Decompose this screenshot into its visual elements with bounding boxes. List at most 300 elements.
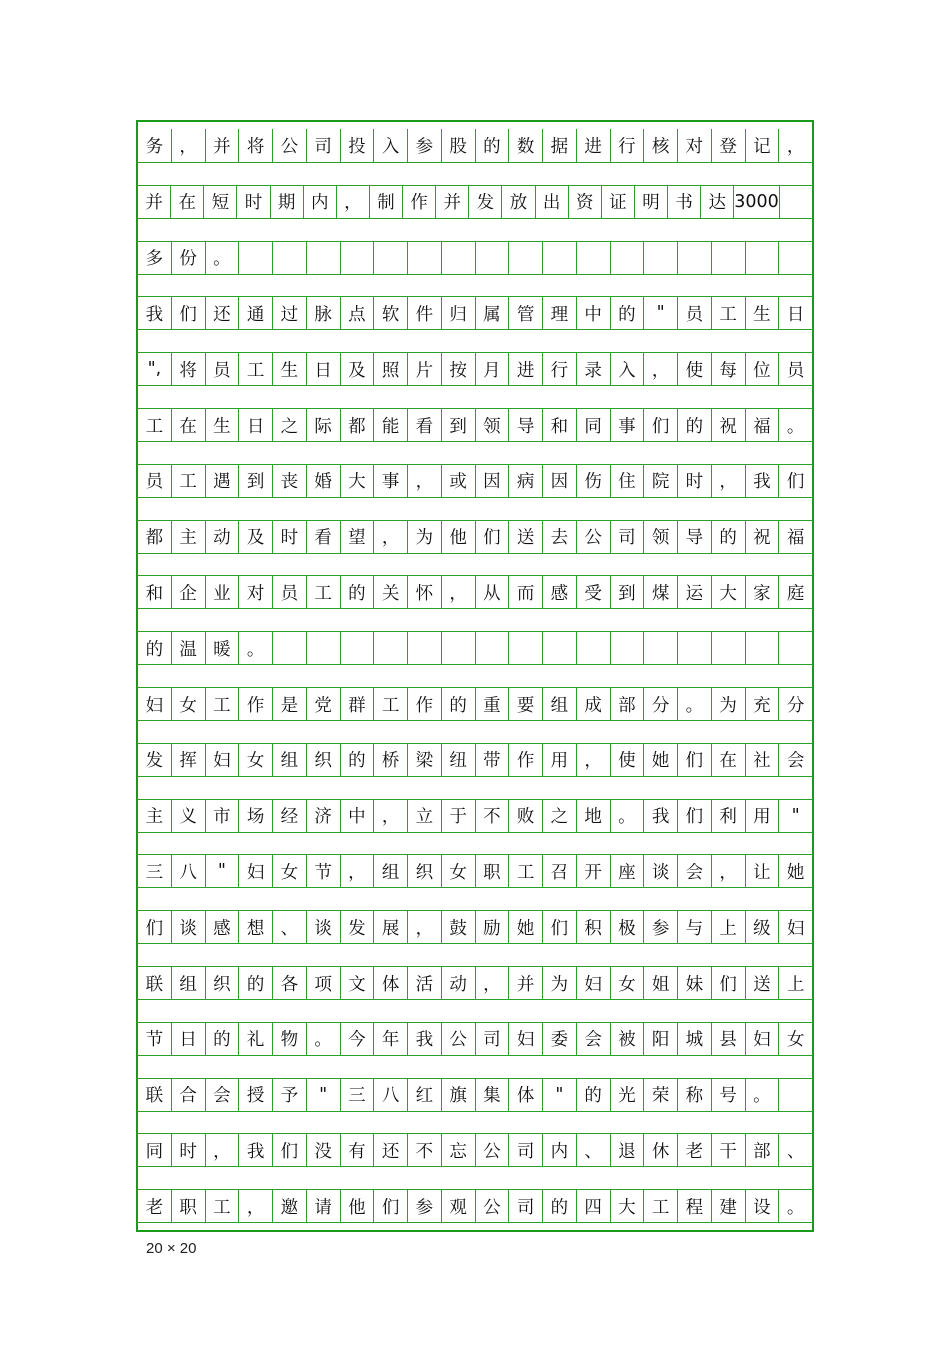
grid-cell: 妇: [746, 1023, 780, 1055]
grid-cell: 导: [678, 521, 712, 553]
grid-cell: 我: [644, 800, 678, 832]
grid-cell: 予: [273, 1079, 307, 1111]
grid-cell: 的: [341, 576, 375, 608]
grid-cell: 在: [171, 186, 204, 218]
grid-cell: 并: [138, 186, 171, 218]
grid-cell: 送: [746, 967, 780, 999]
grid-cell: 投: [341, 129, 375, 162]
grid-cell: 行: [611, 129, 645, 162]
grid-cell: 。: [746, 1079, 780, 1111]
grid-cell: 号: [712, 1079, 746, 1111]
grid-cell: 运: [678, 576, 712, 608]
grid-row: [138, 352, 812, 386]
grid-cell: 组: [543, 688, 577, 720]
grid-cell: 工: [307, 576, 341, 608]
grid-cell: 看: [408, 409, 442, 441]
grid-cell: 不: [476, 800, 510, 832]
grid-cell: 们: [678, 800, 712, 832]
grid-cell: 济: [307, 800, 341, 832]
grid-cell: 工: [239, 353, 273, 385]
grid-cell: 明: [635, 186, 668, 218]
grid-cell: 被: [611, 1023, 645, 1055]
grid-cell: 妇: [138, 688, 172, 720]
grid-cell: 的: [476, 129, 510, 162]
grid-row: [138, 185, 812, 219]
grid-cell: 怀: [408, 576, 442, 608]
grid-cell: [509, 242, 543, 274]
grid-cell: 祝: [746, 521, 780, 553]
grid-cell: 。: [206, 242, 240, 274]
grid-cell: 党: [307, 688, 341, 720]
grid-cell: [712, 632, 746, 664]
grid-cell: 进: [577, 129, 611, 162]
grid-cell: 和: [543, 409, 577, 441]
grid-cell: 件: [408, 297, 442, 329]
grid-cell: 市: [206, 800, 240, 832]
grid-cell: 鼓: [442, 911, 476, 943]
grid-cell: 而: [509, 576, 543, 608]
grid-cell: 三: [138, 855, 172, 887]
grid-cell: 联: [138, 967, 172, 999]
grid-cell: 到: [239, 465, 273, 497]
grid-cell: 福: [786, 528, 805, 549]
grid-cell: 婚: [307, 465, 341, 497]
grid-cell: 请: [307, 1190, 341, 1222]
grid-cell: 公: [442, 1023, 476, 1055]
grid-cell: 们: [476, 521, 510, 553]
grid-cell: 内: [543, 1134, 577, 1166]
grid-cell: 录: [577, 353, 611, 385]
grid-cell: 、: [786, 1141, 805, 1162]
grid-cell: 我: [408, 1023, 442, 1055]
grid-row: [138, 1133, 812, 1167]
grid-cell: 联: [138, 1079, 172, 1111]
grid-cell: 丧: [273, 465, 307, 497]
grid-cell: 于: [442, 800, 476, 832]
grid-cell: [273, 632, 307, 664]
grid-cell: 并: [509, 967, 543, 999]
grid-cell: 出: [536, 186, 569, 218]
grid-cell: [509, 632, 543, 664]
grid-cell: 暖: [206, 632, 240, 664]
grid-cell: 纽: [442, 744, 476, 776]
grid-row: [138, 408, 812, 442]
grid-cell: [341, 632, 375, 664]
grid-cell: 女: [239, 744, 273, 776]
grid-row: [138, 743, 812, 777]
grid-cell: 部: [611, 688, 645, 720]
grid-cell: 能: [374, 409, 408, 441]
grid-cell: 作: [403, 186, 436, 218]
grid-cell: 成: [577, 688, 611, 720]
grid-row: [138, 966, 812, 1000]
grid-cell: ": [307, 1079, 341, 1111]
grid-cell: 建: [712, 1190, 746, 1222]
grid-cell: 程: [678, 1190, 712, 1222]
grid-cell: 女: [273, 855, 307, 887]
grid-cell: 四: [577, 1190, 611, 1222]
grid-cell: 主: [172, 521, 206, 553]
grid-cell: 阳: [644, 1023, 678, 1055]
grid-cell: 利: [712, 800, 746, 832]
grid-cell: [442, 632, 476, 664]
grid-cell: ，: [341, 855, 375, 887]
grid-cell: 的: [341, 744, 375, 776]
grid-cell: 谈: [644, 855, 678, 887]
grid-cell: 发: [341, 911, 375, 943]
grid-cell: 没: [307, 1134, 341, 1166]
grid-cell: 。: [786, 416, 805, 437]
grid-cell: 组: [374, 855, 408, 887]
grid-cell: 场: [239, 800, 273, 832]
grid-cell: 集: [476, 1079, 510, 1111]
grid-cell: 们: [644, 409, 678, 441]
grid-cell: 制: [370, 186, 403, 218]
grid-cell: ，: [712, 855, 746, 887]
grid-cell: 达: [701, 186, 734, 218]
grid-cell: 员: [273, 576, 307, 608]
grid-cell: 将: [172, 353, 206, 385]
grid-row: [138, 520, 812, 554]
grid-cell: 之: [543, 800, 577, 832]
grid-cell: 归: [442, 297, 476, 329]
grid-cell: 们: [273, 1134, 307, 1166]
grid-cell: 将: [239, 129, 273, 162]
grid-cell: 我: [746, 465, 780, 497]
grid-cell: 去: [543, 521, 577, 553]
grid-cell: 及: [239, 521, 273, 553]
grid-cell: 在: [712, 744, 746, 776]
grid-cell: ，: [172, 129, 206, 162]
grid-cell: 司: [509, 1190, 543, 1222]
grid-cell: 祝: [712, 409, 746, 441]
grid-cell: 都: [341, 409, 375, 441]
grid-cell: 女: [786, 1030, 805, 1051]
grid-cell: 3000: [734, 186, 780, 218]
grid-cell: ": [543, 1079, 577, 1111]
grid-cell: 司: [509, 1134, 543, 1166]
grid-cell: 和: [138, 576, 172, 608]
grid-cell: 社: [746, 744, 780, 776]
grid-cell: 的: [611, 297, 645, 329]
grid-cell: 休: [644, 1134, 678, 1166]
grid-cell: 从: [476, 576, 510, 608]
grid-cell: 们: [712, 967, 746, 999]
grid-cell: 因: [476, 465, 510, 497]
grid-cell: 时: [273, 521, 307, 553]
grid-cell: 活: [408, 967, 442, 999]
grid-cell: 群: [341, 688, 375, 720]
grid-cell: [746, 242, 780, 274]
grid-cell: 作: [239, 688, 273, 720]
grid-row: [138, 1078, 812, 1112]
grid-cell: 员: [206, 353, 240, 385]
grid-row: [138, 296, 812, 330]
grid-cell: 退: [611, 1134, 645, 1166]
grid-cell: 会: [206, 1079, 240, 1111]
grid-cell: 设: [746, 1190, 780, 1222]
grid-cell: 经: [273, 800, 307, 832]
grid-cell: 资: [569, 186, 602, 218]
grid-cell: 核: [644, 129, 678, 162]
grid-cell: 妇: [577, 967, 611, 999]
grid-cell: 领: [476, 409, 510, 441]
grid-cell: ，: [408, 911, 442, 943]
grid-cell: 记: [746, 129, 780, 162]
grid-cell: 工: [206, 688, 240, 720]
grid-cell: 开: [577, 855, 611, 887]
grid-cell: 谈: [307, 911, 341, 943]
grid-cell: 大: [341, 465, 375, 497]
grid-cell: 是: [273, 688, 307, 720]
grid-cell: 她: [644, 744, 678, 776]
grid-cell: 们: [786, 472, 805, 493]
grid-row: [138, 854, 812, 888]
grid-cell: 大: [611, 1190, 645, 1222]
grid-cell: 们: [678, 744, 712, 776]
grid-cell: 关: [374, 576, 408, 608]
grid-cell: 参: [408, 1190, 442, 1222]
grid-cell: 重: [476, 688, 510, 720]
grid-cell: 部: [746, 1134, 780, 1166]
grid-cell: 理: [543, 297, 577, 329]
grid-cell: 动: [206, 521, 240, 553]
grid-cell: 今: [341, 1023, 375, 1055]
grid-cell: 妇: [786, 918, 805, 939]
grid-cell: 老: [678, 1134, 712, 1166]
grid-cell: [374, 632, 408, 664]
grid-row: [138, 241, 812, 275]
grid-cell: [577, 242, 611, 274]
grid-cell: 据: [543, 129, 577, 162]
grid-cell: 证: [602, 186, 635, 218]
grid-cell: [644, 632, 678, 664]
grid-cell: 送: [509, 521, 543, 553]
grid-cell: 的: [239, 967, 273, 999]
grid-cell: [408, 242, 442, 274]
grid-cell: 到: [442, 409, 476, 441]
grid-cell: [408, 632, 442, 664]
grid-cell: ，: [786, 137, 805, 157]
grid-cell: 股: [442, 129, 476, 162]
grid-cell: 不: [408, 1134, 442, 1166]
grid-row: [138, 464, 812, 498]
grid-cell: 八: [374, 1079, 408, 1111]
grid-cell: [678, 632, 712, 664]
grid-cell: 领: [644, 521, 678, 553]
grid-cell: [611, 242, 645, 274]
grid-cell: 企: [172, 576, 206, 608]
grid-cell: 织: [408, 855, 442, 887]
grid-cell: 日: [786, 304, 805, 325]
grid-cell: 物: [273, 1023, 307, 1055]
grid-cell: 工: [712, 297, 746, 329]
grid-cell: 妇: [206, 744, 240, 776]
grid-cell: 点: [341, 297, 375, 329]
grid-cell: 住: [611, 465, 645, 497]
grid-cell: 光: [611, 1079, 645, 1111]
grid-cell: 短: [204, 186, 237, 218]
grid-cell: 同: [577, 409, 611, 441]
grid-cell: 按: [442, 353, 476, 385]
grid-cell: 组: [273, 744, 307, 776]
grid-cell: 会: [786, 751, 805, 772]
grid-cell: 每: [712, 353, 746, 385]
grid-cell: 受: [577, 576, 611, 608]
grid-cell: 工: [509, 855, 543, 887]
grid-cell: 积: [577, 911, 611, 943]
grid-cell: 他: [341, 1190, 375, 1222]
grid-cell: [746, 632, 780, 664]
grid-cell: 挥: [172, 744, 206, 776]
grid-cell: 为: [712, 688, 746, 720]
grid-size-label: 20 × 20: [146, 1240, 197, 1257]
grid-cell: 会: [577, 1023, 611, 1055]
grid-cell: 组: [172, 967, 206, 999]
grid-cell: 在: [172, 409, 206, 441]
grid-cell: 生: [206, 409, 240, 441]
grid-cell: 片: [408, 353, 442, 385]
grid-cell: 使: [678, 353, 712, 385]
grid-cell: ，: [712, 465, 746, 497]
grid-cell: 八: [172, 855, 206, 887]
grid-cell: 各: [273, 967, 307, 999]
grid-cell: [341, 242, 375, 274]
grid-row: [138, 799, 812, 833]
grid-cell: 。: [786, 1197, 805, 1218]
grid-cell: [307, 632, 341, 664]
grid-cell: 们: [138, 911, 172, 943]
grid-cell: 妇: [239, 855, 273, 887]
grid-cell: 并: [206, 129, 240, 162]
grid-cell: 软: [374, 297, 408, 329]
grid-cell: 家: [746, 576, 780, 608]
grid-cell: 授: [239, 1079, 273, 1111]
grid-cell: 。: [307, 1023, 341, 1055]
grid-cell: 公: [577, 521, 611, 553]
grid-cell: 女: [611, 967, 645, 999]
grid-cell: 工: [206, 1190, 240, 1222]
grid-row: [138, 1022, 812, 1056]
grid-cell: 邀: [273, 1190, 307, 1222]
grid-cell: 位: [746, 353, 780, 385]
grid-cell: [712, 242, 746, 274]
grid-cell: [442, 242, 476, 274]
grid-cell: 红: [408, 1079, 442, 1111]
grid-cell: [779, 632, 812, 664]
grid-cell: 用: [543, 744, 577, 776]
grid-cell: 或: [442, 465, 476, 497]
grid-cell: 女: [172, 688, 206, 720]
grid-cell: 分: [644, 688, 678, 720]
grid-cell: ": [644, 297, 678, 329]
grid-cell: 书: [668, 186, 701, 218]
grid-cell: 份: [172, 242, 206, 274]
grid-cell: 他: [442, 521, 476, 553]
grid-cell: 观: [442, 1190, 476, 1222]
grid-cell: 时: [678, 465, 712, 497]
grid-cell: 看: [307, 521, 341, 553]
grid-cell: ，: [476, 967, 510, 999]
grid-cell: 召: [543, 855, 577, 887]
grid-cell: 日: [239, 409, 273, 441]
grid-cell: 过: [273, 297, 307, 329]
grid-cell: 职: [476, 855, 510, 887]
grid-row: [138, 631, 812, 665]
grid-cell: 动: [442, 967, 476, 999]
grid-cell: 都: [138, 521, 172, 553]
grid-cell: 公: [476, 1190, 510, 1222]
grid-cell: 生: [273, 353, 307, 385]
grid-cell: 大: [712, 576, 746, 608]
grid-cell: 事: [374, 465, 408, 497]
grid-cell: 业: [206, 576, 240, 608]
grid-cell: 有: [341, 1134, 375, 1166]
grid-cell: 登: [712, 129, 746, 162]
grid-cell: 月: [476, 353, 510, 385]
grid-cell: 同: [138, 1134, 172, 1166]
grid-cell: 作: [509, 744, 543, 776]
grid-cell: 公: [476, 1134, 510, 1166]
grid-cell: 年: [374, 1023, 408, 1055]
grid-cell: 煤: [644, 576, 678, 608]
grid-cell: 发: [469, 186, 502, 218]
grid-cell: 属: [476, 297, 510, 329]
grid-cell: [779, 242, 812, 274]
grid-cell: 的: [138, 632, 172, 664]
grid-row: [138, 1189, 812, 1223]
grid-cell: ，: [442, 576, 476, 608]
grid-cell: 中: [577, 297, 611, 329]
grid-cell: ",: [138, 353, 172, 385]
grid-cell: 姐: [644, 967, 678, 999]
grid-cell: 。: [678, 688, 712, 720]
grid-cell: [239, 242, 273, 274]
grid-cell: 进: [509, 353, 543, 385]
grid-cell: 礼: [239, 1023, 273, 1055]
grid-cell: 工: [172, 465, 206, 497]
grid-cell: 我: [239, 1134, 273, 1166]
grid-cell: 脉: [307, 297, 341, 329]
grid-cell: 参: [644, 911, 678, 943]
grid-cell: 入: [374, 129, 408, 162]
manuscript-grid: [136, 120, 814, 1232]
grid-cell: 谈: [172, 911, 206, 943]
grid-cell: 荣: [644, 1079, 678, 1111]
grid-cell: ，: [577, 744, 611, 776]
grid-cell: 县: [712, 1023, 746, 1055]
grid-cell: 立: [408, 800, 442, 832]
grid-row: [138, 687, 812, 721]
grid-cell: 会: [678, 855, 712, 887]
grid-cell: [678, 242, 712, 274]
grid-cell: ，: [374, 521, 408, 553]
grid-cell: 充: [746, 688, 780, 720]
grid-cell: 级: [746, 911, 780, 943]
grid-cell: 的: [206, 1023, 240, 1055]
grid-cell: 放: [502, 186, 535, 218]
grid-cell: 日: [172, 1023, 206, 1055]
grid-cell: 忘: [442, 1134, 476, 1166]
grid-cell: [577, 632, 611, 664]
grid-cell: [476, 242, 510, 274]
grid-cell: 院: [644, 465, 678, 497]
grid-cell: 及: [341, 353, 375, 385]
grid-row: [138, 575, 812, 609]
grid-cell: 她: [509, 911, 543, 943]
grid-cell: 委: [543, 1023, 577, 1055]
grid-cell: 上: [786, 974, 805, 995]
